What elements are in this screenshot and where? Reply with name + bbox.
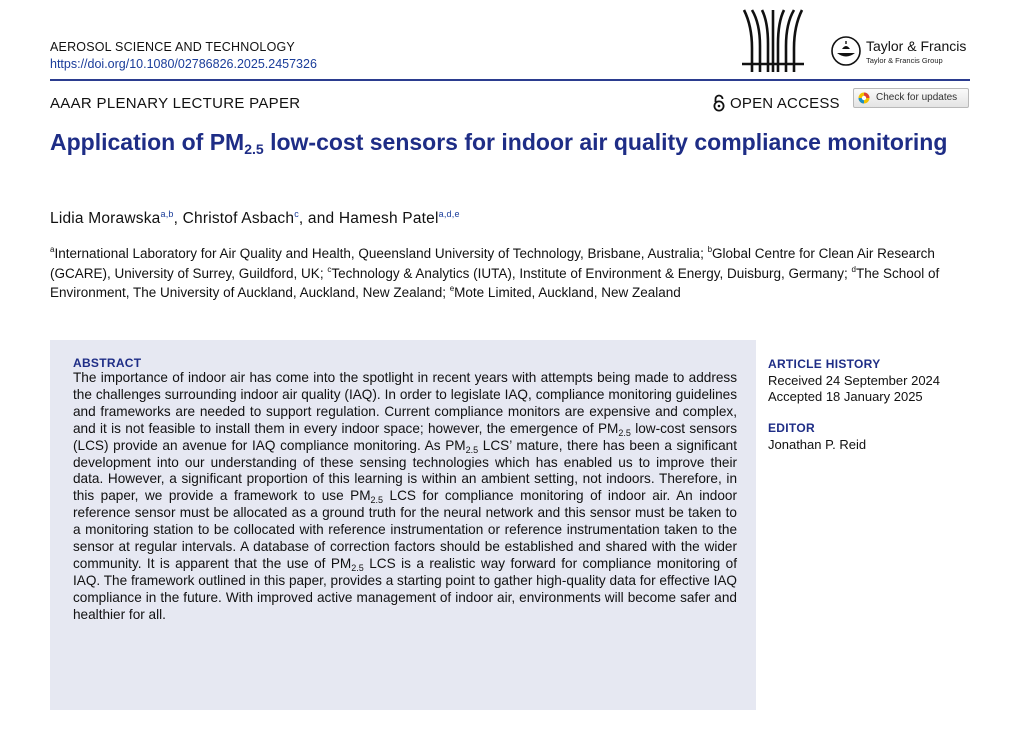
abstract-text: The importance of indoor air has come into the spotlight in recent years with attempts being made to address the challenges surrounding indoor air quality (IAQ). In order to legislate IAQ, compliance monitoring guidelines and frameworks are needed to support regulation. Current compliance monitors are expensive and complex, and it is not feasible to install them in every indoor space; however, the emergence of $PM_{2.5}$ low-cost sensors (LCS) provide an avenue for IAQ compliance monitoring. As $PM_{2.5}$ LCS’ mature, there has been a significant development into our understanding of these sensing technologies which has enabled us to improve their data. However, a significant proportion of this learning is within an ambient setting, not indoors. Therefore, in this paper, we provide a framework to use $PM_{2.5}$ LCS for compliance monitoring of indoor air. An indoor reference sensor must be allocated as a ground truth for the neural network and this sensor must be taken to a monitoring station to be collocated with reference instrumentation or reference instrumentation taken to the sensor at regular intervals. A database of correction factors should be established and shared with the wider community. It is apparent that the use of $PM_{2.5}$ LCS is a realistic way forward for compliance monitoring of IAQ. The framework outlined in this paper, provides a starting point to gather high-quality data for effective IAQ compliance in the future. With improved active management of indoor air, environments will become safer and healthier for all.: [73, 370, 738, 622]
article-title: Application of $PM_{2.5}$ low-cost sensors for indoor air quality compliance monitoring: [50, 129, 948, 157]
author-affiliation-marker[interactable]: c: [294, 209, 299, 219]
article-type: AAAR PLENARY LECTURE PAPER: [50, 95, 301, 112]
accepted-date: Accepted 18 January 2025: [768, 389, 923, 404]
editor-heading: EDITOR: [768, 421, 815, 435]
article-history-heading: ARTICLE HISTORY: [768, 357, 881, 371]
editor-name: Jonathan P. Reid: [768, 436, 867, 452]
author-name[interactable]: Christof Asbach: [182, 210, 295, 227]
article-history: [768, 356, 968, 406]
author-affiliation-marker[interactable]: a,d,e: [438, 209, 460, 219]
received-date: Received 24 September 2024: [768, 372, 941, 388]
taylor-francis-logo-icon: [828, 36, 864, 66]
open-access-lock-icon: [712, 94, 726, 112]
journal-logo-icon: [738, 8, 808, 74]
journal-name: AEROSOL SCIENCE AND TECHNOLOGY: [50, 40, 295, 54]
author-affiliation-marker[interactable]: a,b: [160, 209, 174, 219]
abstract-box: [50, 340, 756, 710]
check-updates-button[interactable]: [853, 88, 969, 108]
open-access-label: OPEN ACCESS: [730, 95, 840, 112]
abstract-heading: ABSTRACT: [73, 356, 142, 370]
doi-link[interactable]: https://doi.org/10.1080/02786826.2025.2457326: [50, 57, 317, 71]
check-updates-label: Check for updates: [876, 92, 958, 103]
editor-info: [768, 420, 968, 453]
publisher-name: Taylor & Francis: [866, 38, 967, 54]
affiliations: $^a$International Laboratory for Air Quality and Health, Queensland University of Technology, Brisbane, Australia; $^b$Global Centre for Clean Air Research (GCARE), University of Surrey, Guildford, UK; $^c$Technology & Analytics (IUTA), Institute of Environment & Energy, Duisburg, Germany; $^d$The School of Environment, The University of Auckland, Auckland, New Zealand; $^e$Mote Limited, Auckland, New Zealand: [50, 245, 940, 300]
publisher-subtitle: Taylor & Francis Group: [866, 56, 943, 65]
crossmark-icon: [858, 92, 870, 104]
author-list: Lidia Morawska$^{a,b}$, Christof Asbach$^c$, and Hamesh Patel$^{a,d,e}$: [50, 209, 460, 227]
header-rule: [50, 79, 970, 81]
author-name[interactable]: Hamesh Patel: [338, 210, 439, 227]
author-name[interactable]: Lidia Morawska: [50, 210, 161, 227]
